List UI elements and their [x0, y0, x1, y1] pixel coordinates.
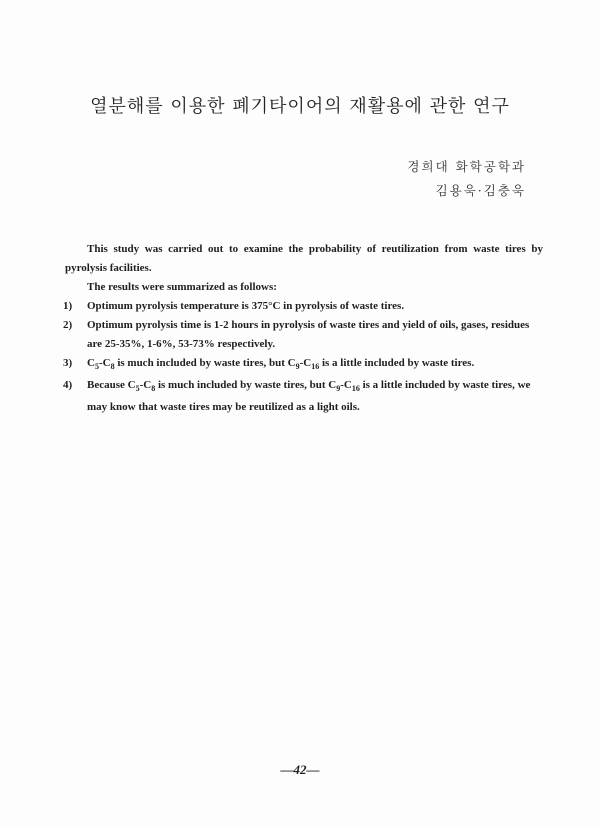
- list-item: [65, 316, 543, 354]
- abstract: [65, 240, 543, 417]
- formula-text: -C: [340, 379, 352, 391]
- list-item-number: 2): [63, 319, 73, 331]
- list-item: [65, 297, 543, 316]
- formula-subscript: 8: [151, 384, 156, 393]
- formula-text: is a little included by waste tires.: [319, 357, 475, 369]
- list-item-text: Optimum pyrolysis temperature is 375°C in pyrolysis of waste tires.: [87, 300, 405, 312]
- formula-subscript: 16: [351, 384, 360, 393]
- formula-subscript: 9: [336, 384, 341, 393]
- results-list: [65, 297, 543, 417]
- formula-subscript: 8: [110, 362, 115, 371]
- list-item: [65, 376, 543, 417]
- list-item: [65, 354, 543, 376]
- page-number: —42—: [280, 762, 320, 777]
- formula-text: is much included by waste tires, but C: [155, 379, 337, 391]
- list-item-text: Optimum pyrolysis time is 1-2 hours in pyrolysis of waste tires and yield of oils, gases, residues are 25-35%, 1-6%, 53-73% respectively.: [87, 319, 530, 350]
- paper-title: 열분해를 이용한 폐기타이어의 재활용에 관한 연구: [90, 96, 510, 117]
- formula-subscript: 5: [94, 362, 99, 371]
- abstract-paragraph: This study was carried out to examine the probability of reutilization from waste tires by pyrolysis facilities.: [65, 243, 543, 274]
- formula-text: C: [87, 357, 95, 369]
- formula-text: -C: [139, 379, 152, 391]
- formula-subscript: 9: [295, 362, 300, 371]
- author-names: 김용욱·김충욱: [435, 183, 526, 198]
- formula-text: is much included by waste tires, but C: [114, 357, 296, 369]
- formula-text: is a little included by waste tires, we may know that waste tires may be reutilized as a light oils.: [87, 379, 531, 413]
- formula-text: -C: [98, 357, 111, 369]
- formula-text: Because C: [87, 379, 136, 391]
- formula-subscript: 16: [311, 362, 320, 371]
- formula-text: -C: [299, 357, 312, 369]
- results-intro: The results were summarized as follows:: [87, 281, 277, 293]
- list-item-number: 4): [63, 379, 73, 391]
- formula-subscript: 5: [135, 384, 140, 393]
- list-item-number: 3): [63, 357, 73, 369]
- author-affiliation: 경희대 화학공학과: [407, 159, 526, 174]
- list-item-number: 1): [63, 300, 73, 312]
- list-item-text: [87, 379, 530, 413]
- list-item-text: [87, 357, 474, 369]
